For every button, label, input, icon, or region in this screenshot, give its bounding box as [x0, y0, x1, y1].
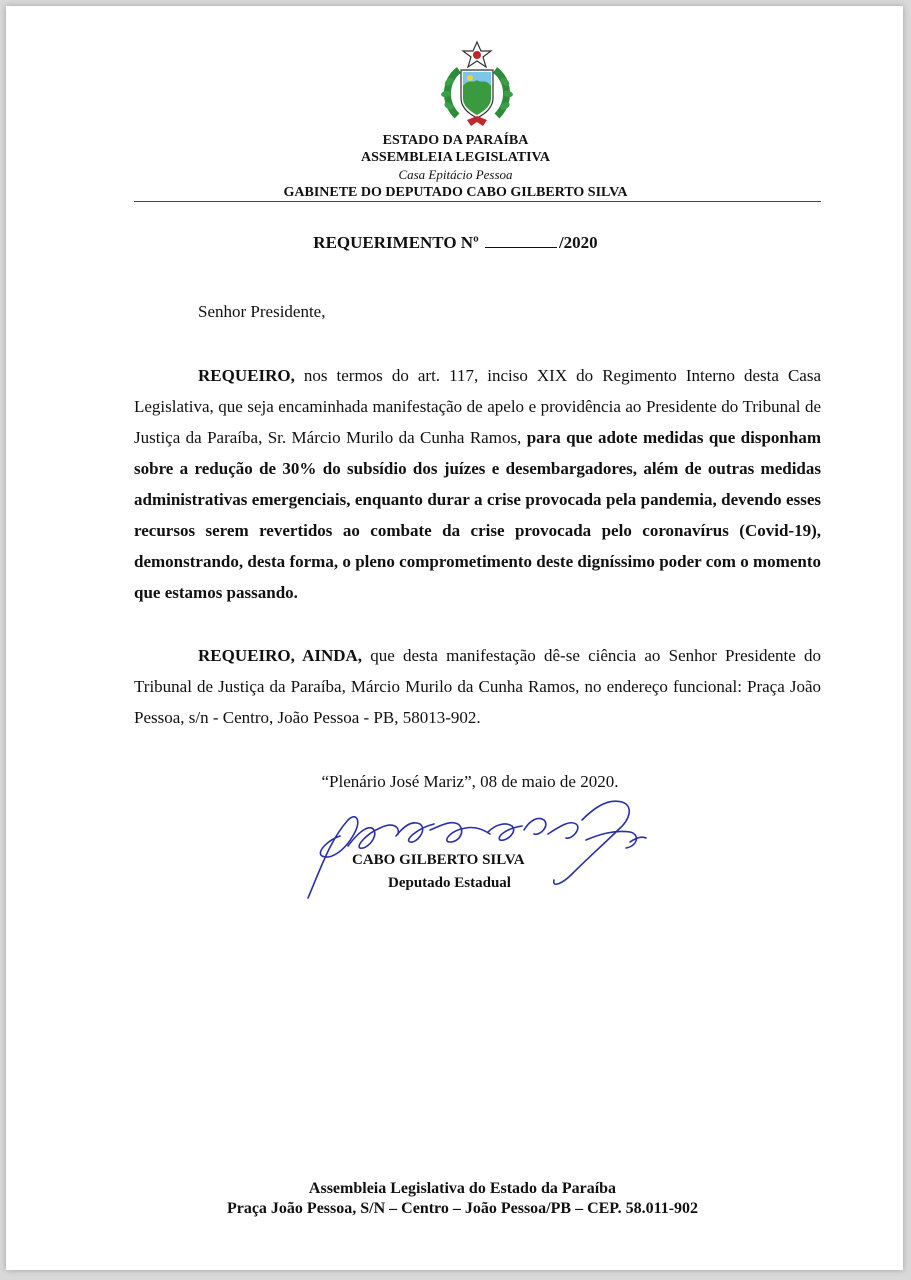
- paragraph-request-text: nos termos do art. 117, inciso XIX do Regimento Interno desta Casa Legislativa, que seja encaminhada manifestação de apelo e providência ao Presidente do Tribunal de Justiça da Paraíba, Sr. Márcio Murilo da Cunha Ramos,: [134, 366, 821, 447]
- title-suffix: /2020: [558, 233, 598, 252]
- header-divider: [134, 201, 821, 202]
- header-assembly: ASSEMBLEIA LEGISLATIVA: [361, 150, 550, 165]
- header-state: ESTADO DA PARAÍBA: [382, 133, 529, 148]
- signatory-name: CABO GILBERTO SILVA: [352, 852, 525, 868]
- salutation: Senhor Presidente,: [198, 302, 326, 321]
- signatory-role: Deputado Estadual: [388, 875, 511, 891]
- footer-institution: Assembleia Legislativa do Estado da Paraíba: [308, 1180, 617, 1197]
- paragraph-request-lead: REQUEIRO,: [198, 366, 295, 385]
- handwritten-signature: [300, 790, 660, 910]
- header-office: GABINETE DO DEPUTADO CABO GILBERTO SILVA: [283, 185, 628, 200]
- state-coat-of-arms-icon: [437, 40, 517, 128]
- paragraph-request-also: [134, 640, 821, 733]
- paragraph-request: [134, 360, 821, 608]
- title-number-blank: [485, 233, 557, 248]
- paragraph-request-also-lead: REQUEIRO, AINDA,: [198, 646, 363, 665]
- footer-address: Praça João Pessoa, S/N – Centro – João Pessoa/PB – CEP. 58.011-902: [226, 1200, 699, 1217]
- document-title: [0, 233, 911, 253]
- paragraph-request-bold: para que adote medidas que disponham sobre a redução de 30% do subsídio dos juízes e desembargadores, além de outras medidas administrativas emergenciais, enquanto durar a crise provocada pela pandemia, devendo esses recursos serem revertidos ao combate da crise provocada pelo coronavírus (Covid-19), demonstrando, desta forma, o pleno comprometimento deste digníssimo poder com o momento que estamos passando.: [134, 428, 821, 602]
- title-prefix: REQUERIMENTO Nº: [313, 233, 479, 252]
- date-line: “Plenário José Mariz”, 08 de maio de 2020.: [321, 772, 619, 791]
- paragraph-request-also-text: que desta manifestação dê-se ciência ao Senhor Presidente do Tribunal de Justiça da Paraíba, Márcio Murilo da Cunha Ramos, no endereço funcional: Praça João Pessoa, s/n - Centro, João Pessoa - PB, 58013-902.: [134, 646, 821, 727]
- header-house: Casa Epitácio Pessoa: [398, 167, 513, 182]
